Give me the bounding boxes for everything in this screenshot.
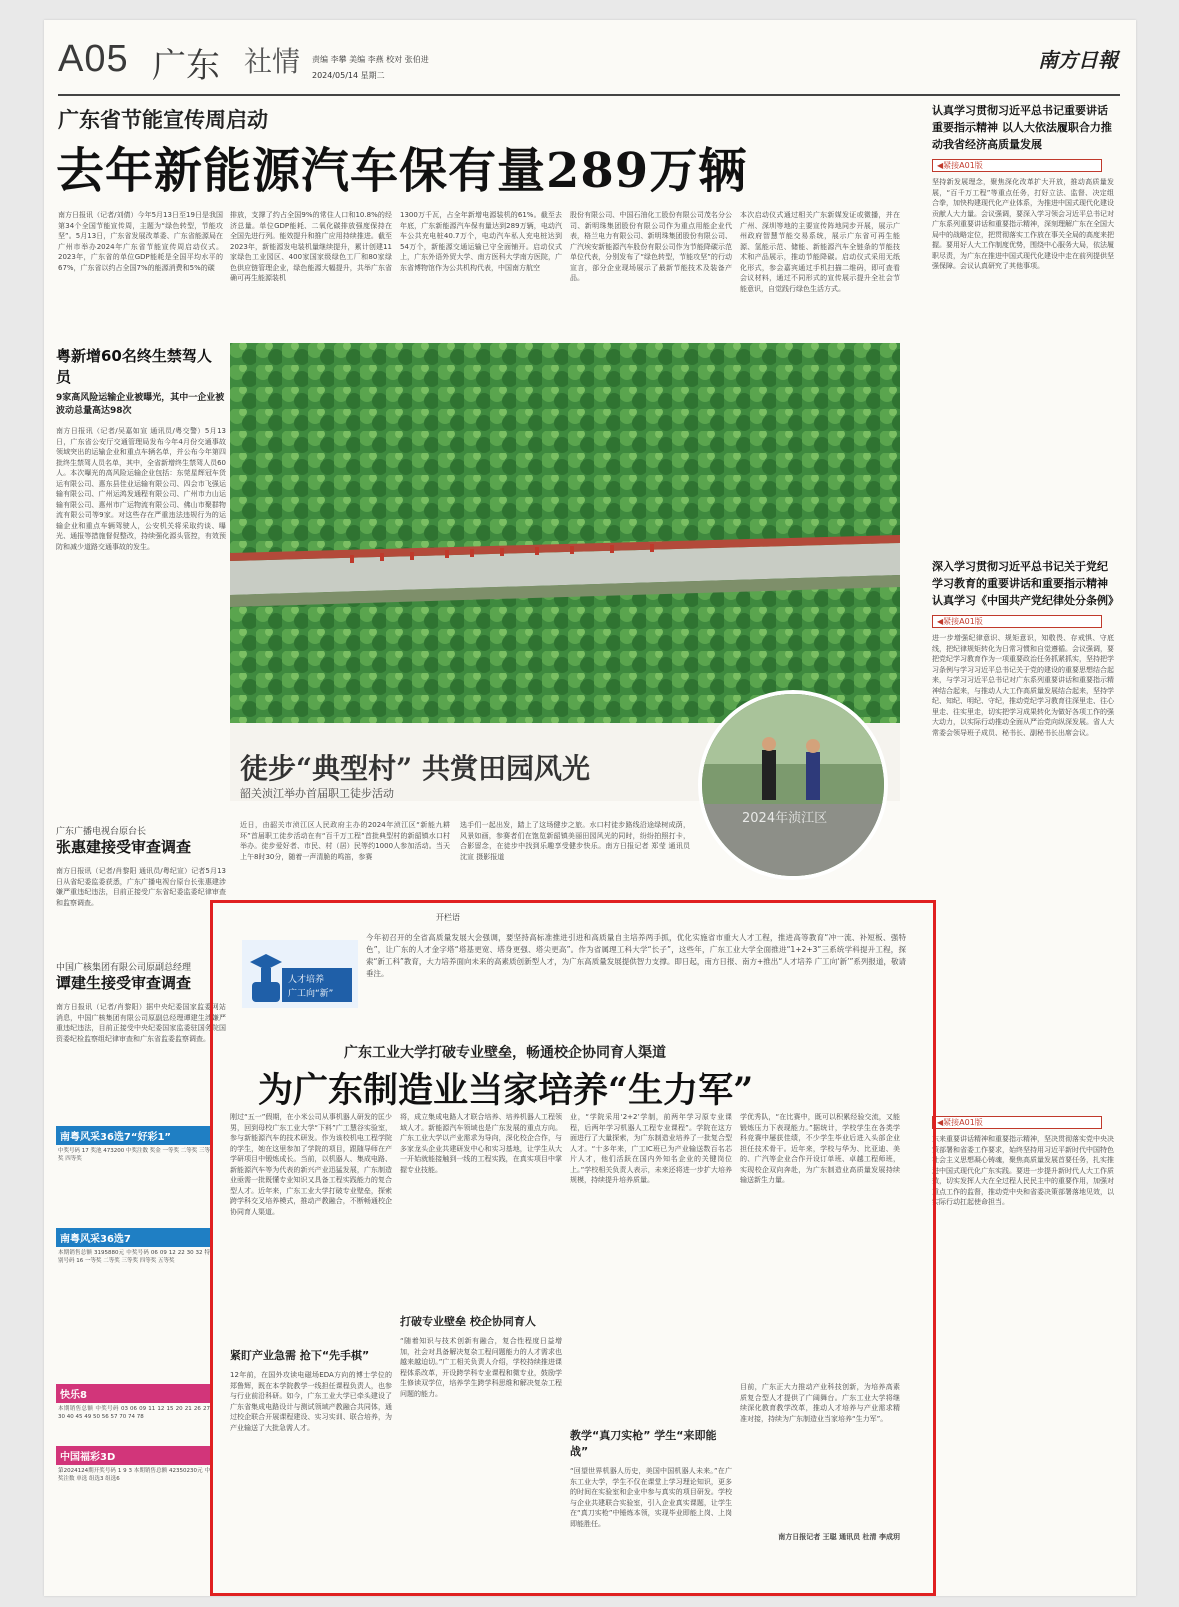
photo-caption-sub: 韶关浈江举办首届职工徒步活动	[240, 787, 394, 800]
feature-col-1b-text: 12年前，在国外攻读电磁场EDA方向的博士学位的郑鲁辉，既在本学院教学一线担任课程负责人，也参与行业前沿科研。如今，广东工业大学已牵头建设了广东省集成电路设计与测试领域产教融合共同体，通过校企联合开展课程建设、实习实训、联合培养，为产业输送了大批急需人才。	[230, 1371, 392, 1432]
feature-col-3	[570, 1112, 732, 1576]
feature-section-1: 紧盯产业急需 抢下“先手棋”	[230, 1349, 370, 1362]
right-story-2-badge: ◀紧接A01版	[932, 615, 1102, 628]
page-number: A05	[58, 38, 129, 80]
feature-col-3-text: 业，“学院采用‘2+2’学制，前两年学习原专业课程，后两年学习机器人工程专业课程”。学院在这方面进行了大量探索，为广东制造业培养了一批复合型人才。“十多年来，广工IC班已为产业输送数百名芯片人才，他们活跃在国内外知名企业的关键岗位上。”学校相关负责人表示，未来还将进一步扩大培养规模，持续提升培养质量。	[570, 1113, 732, 1184]
newspaper-page	[44, 20, 1136, 1596]
right-story-3	[932, 1110, 1114, 1574]
left-story-3	[56, 960, 226, 1086]
right-story-3-badge: ◀紧接A01版	[932, 1116, 1102, 1129]
feature-col-4-text: 学优秀队，“在比赛中，既可以积累经验交流，又能锻炼压力下表现能力。”据统计，学校学生在各类学科竞赛中屡获佳绩，不少学生毕业后进入头部企业担任技术骨干。近年来，学校与华为、比亚迪、美的、广汽等企业合作开设订单班、卓越工程师班，实现校企双向奔赴，为广东制造业高质量发展持续输送新生力量。	[740, 1113, 900, 1184]
left-story-1	[56, 346, 226, 804]
feature-col-3b-text: “回望世界机器人历史，美国中国机器人未来。”在广东工业大学，学生不仅在课堂上学习理论知识，更多的时间在实验室和企业中参与真实的项目研发。学校与企业共建联合实验室，引入企业真实课题，让学生在“真刀实枪”中锤炼本领，实现毕业即能上岗、上岗即能胜任。	[570, 1467, 732, 1528]
feature-col-2b-text: “随着知识与技术创新有融合，复合性程度日益增加，社会对具备解决复杂工程问题能力的人才需求也越来越迫切。”广工相关负责人介绍，学校持续推进课程体系改革，开设跨学科专业课程和微专业，鼓励学生修读双学位，培养学生跨学科思维和解决复杂工程问题的能力。	[400, 1337, 562, 1398]
lottery-1-title: 南粤风采36选7“好彩1”	[56, 1126, 212, 1145]
left-story-3-tag: 中国广核集团有限公司原副总经理	[56, 963, 192, 973]
lead-kicker: 广东省节能宣传周启动	[58, 108, 268, 132]
lottery-table-4	[56, 1446, 212, 1545]
right-story-3-body: 东来重要讲话精神和重要指示精神，坚决贯彻落实党中央决策部署和省委工作要求，始终坚持用习近平新时代中国特色社会主义思想凝心铸魂，聚焦高质量发展首要任务，扎实推进中国式现代化广东实践。要进一步提升新时代人大工作质效，切实发挥人大在全过程人民民主中的重要作用，加强对重点工作的监督，推动党中央和省委决策部署落地见效，以实际行动扛起使命担当。	[932, 1135, 1114, 1206]
feature-section-3: 教学“真刀实枪” 学生“来即能战”	[570, 1429, 717, 1458]
lottery-1-body: 中奖号码 17 奖池 473200 中奖注数 奖金 一等奖 二等奖 三等奖 四等奖	[58, 1148, 210, 1162]
masthead	[58, 38, 1118, 90]
section-name: 广东	[152, 46, 220, 86]
feature-byline: 南方日报记者 王聪 通讯员 杜清 李成玥	[778, 1533, 900, 1541]
lottery-3-title: 快乐8	[56, 1384, 212, 1403]
subsection-name: 社情	[244, 45, 301, 78]
lottery-4-body: 第2024124期开奖号码 1 9 3 本期销售总额 42350230元 中奖注数 单选 组选3 组选6	[58, 1468, 210, 1482]
lead-col-3: 1300万千瓦，占全年新增电源装机的61%。截至去年底，广东新能源汽车保有量达到289万辆，电动汽车公共充电桩40.7万个，电动汽车私人充电桩达到54万个，新能源交通运输已守全面铺开。启动仪式上，广东外语外贸大学、南方医科大学南方医院，广东省博物馆作为公共机构代表，中国南方航空	[400, 211, 562, 272]
lottery-table-2	[56, 1228, 212, 1387]
right-story-1-body: 坚持新发展理念，聚焦深化改革扩大开放，推动高质量发展，“百千万工程”等重点任务，打好立法、监督、决定组合拳，加快构建现代化产业体系，为推进中国式现代化建设贡献人大力量。会议强调，要深入学习领会习近平总书记对广东系列重要讲话和重要指示精神，深刻理解广东在全国大局中的战略定位，把贯彻落实工作放在事关全局的高度来把握。要用好人大工作制度优势，围绕中心服务大局，依法履职尽责，为广东在推进中国式现代化建设中走在前列提供坚强保障。会议认真研究了其他事项。	[932, 178, 1114, 270]
left-story-2	[56, 824, 226, 932]
feature-col-1-text: 刚过“五一”假期，在小米公司从事机器人研发的匡少男，回到母校广东工业大学“下料”广工慧谷实验室，参与新能源汽车的技术研发。作为该校机电工程学院的学生，她在这里参加了学院的项目，跟随导师在产学研项目中锻炼成长。当前，以机器人、集成电路、新能源汽车等为代表的新兴产业迅猛发展，广东制造业亟需一批既懂专业知识又具备工程实践能力的复合型人才。近年来，广东工业大学打破专业壁垒，探索跨学科交叉培养模式，推动产教融合，不断畅通校企协同育人渠道。	[230, 1113, 392, 1216]
feature-section-2: 打破专业壁垒 校企协同育人	[400, 1315, 536, 1328]
masthead-rule	[58, 94, 1120, 96]
left-story-3-head: 谭建生接受审查调查	[56, 974, 192, 992]
left-story-3-body: 南方日报讯（记者/肖黎阳）据中央纪委国家监委网站消息，中国广核集团有限公司原副总经理谭建生涉嫌严重违纪违法，目前正接受中央纪委国家监委驻国务院国资委纪检监察组纪律审查和广东省监委监察调查。	[56, 1003, 226, 1043]
photo-caption-title: 徒步“典型村” 共赏田园风光	[240, 752, 590, 785]
left-story-1-head: 粤新增60名终生禁驾人员	[56, 347, 212, 386]
photo-body-2: 选手们一起出发，踏上了这场健步之旅。水口村徒步路线沿途绿树成荫，风景如画，参赛者们在饱览新韶镇美丽田园风光的同时，纷纷拍照打卡，合影留念，在徒步中找到乐趣享受健步快乐。南方日报记者 郑莹 通讯员 沈宣 摄影报道	[460, 821, 690, 861]
lead-headline: 去年新能源汽车保有量289万辆	[56, 143, 748, 199]
newspaper-logo: 南方日報	[1038, 48, 1118, 72]
lottery-table-1	[56, 1126, 212, 1223]
editor-credits: 责编 李攀 美编 李燕 校对 张伯进	[312, 55, 429, 64]
inset-text: 2024年浈江区	[742, 811, 828, 826]
talent-cultivation-icon	[242, 940, 358, 1008]
right-story-1	[932, 102, 1114, 517]
lead-col-4: 股份有限公司、中国石油化工股份有限公司茂名分公司、新明珠集团股份有限公司作为重点用能企业代表，格兰电力有限公司、新明珠集团股份有限公司、广汽埃安新能源汽车股份有限公司作为节能降碳示范单位代表，分别发布了“绿色转型，节能攻坚”的行动宣言，部分企业现场展示了最新节能技术及装备产品。	[570, 211, 732, 282]
right-story-2	[932, 558, 1119, 1073]
feature-col-4	[740, 1112, 900, 1543]
right-story-1-head: 认真学习贯彻习近平总书记重要讲话重要指示精神 以人大依法履职合力推动我省经济高质量发展	[932, 104, 1112, 151]
right-story-1-badge: ◀紧接A01版	[932, 159, 1102, 172]
feature-col-1	[230, 1112, 392, 1520]
lottery-3-body: 本期销售总额 中奖号码 03 06 09 11 12 15 20 21 26 27 30 40 45 49 50 56 57 70 74 78	[58, 1406, 210, 1420]
photo-body-1: 近日，由韶关市浈江区人民政府主办的2024年浈江区“新能九耕环”首届职工徒步活动在有“百千万工程”首批典型村的新韶镇水口村举办。徒步爱好者、市民、村（居）民等约1000人参加活动。当天上午8时30分，随着一声清脆的鸣笛，参赛	[240, 821, 450, 861]
feature-tag: 开栏语	[436, 913, 460, 922]
lottery-4-title: 中国福彩3D	[56, 1446, 212, 1465]
lottery-table-3	[56, 1384, 212, 1447]
feature-subhead: 广东工业大学打破专业壁垒，畅通校企协同育人渠道	[344, 1045, 666, 1061]
feature-headline: 为广东制造业当家培养“生力军”	[258, 1070, 754, 1111]
lead-col-2: 排放，支撑了约占全国9%的常住人口和10.8%的经济总量。单位GDP能耗、二氧化碳排放强度保持在全国先进行列。能效提升和推广应用持续推进。截至2023年，新能源发电装机量继续提升，累计创建11家绿色工业园区、400家国家级绿色工厂和80家绿色供应链管理企业，绿色能源大幅提升，共举广东省确可再生能源装机	[230, 211, 392, 282]
feature-intro: 今年初召开的全省高质量发展大会强调，要坚持高标准推进引进和高质量自主培养两手抓，优化实施省市重大人才工程，推进高等教育“冲一流、补短板、强特色”，让广东的人才金字塔“塔基更宽、塔身更强、塔尖更高”。作为省属理工科大学“长子”，这些年，广东工业大学全面推进“1+2+3”三系统学科提升工程，探索“新工科”教育，大力培养面向未来的高素质创新型人才，为广东高质量发展提供智力支撑。即日起，南方日报、南方+推出“人才培养 广工向‘新’”系列报道，敬请垂注。	[366, 933, 906, 978]
feature-col-2-text: 将，成立集成电路人才联合培养、培养机器人工程领域人才。新能源汽车领域也是广东发展的重点方向。广东工业大学以产业需求为导向，深化校企合作，与多家龙头企业共建研发中心和实习基地，让学生从大一开始就能接触到一线的工程实践，在真实项目中掌握专业技能。	[400, 1113, 562, 1174]
issue-date: 2024/05/14 星期二	[312, 71, 385, 80]
right-story-2-head: 深入学习贯彻习近平总书记关于党纪学习教育的重要讲话和重要指示精神 认真学习《中国共产党纪律处分条例》	[932, 560, 1119, 607]
icon-label-1: 人才培养	[288, 975, 325, 985]
left-story-2-body: 南方日报讯（记者/肖黎阳 通讯员/粤纪宣）记者5月13日从省纪委监委获悉，广东广播电视台原台长张惠建涉嫌严重违纪违法，目前正接受广东省纪委监委纪律审查和监察调查。	[56, 867, 226, 907]
lead-col-1: 南方日报讯（记者/刘倩）今年5月13日至19日是我国第34个全国节能宣传周，主题为“绿色转型，节能攻坚”。5月13日，广东省发展改革委、广东省能源局在广州市举办2024年广东省节能宣传周启动仪式。2023年，广东省的单位GDP能耗是全国平均水平的67%，广东省以约占全国7%的能源消费和5%的碳	[58, 211, 223, 272]
left-story-1-sub: 9家高风险运输企业被曝光，其中一企业被波动总量高达98次	[56, 393, 225, 416]
left-story-2-head: 张惠建接受审查调查	[56, 838, 192, 856]
right-story-2-body: 进一步增强纪律意识、规矩意识，知敬畏、存戒惧、守底线，把纪律规矩转化为日常习惯和自觉遵循。会议强调，要把党纪学习教育作为一项重要政治任务抓紧抓实，坚持把学习条例与学习习近平总书记关于党的建设的重要思想结合起来，与学习习近平总书记对广东系列重要讲话和重要指示精神结合起来，与推动人大工作高质量发展结合起来，坚持学纪、知纪、明纪、守纪，推动党纪学习教育往深里走、往心里走、往实里走，切实把学习成果转化为做好各项工作的强大动力，以实际行动推动全面从严治党向纵深发展。省人大常委会领导班子成员、秘书长、副秘书长出席会议。	[932, 634, 1114, 737]
left-story-2-tag: 广东广播电视台原台长	[56, 827, 147, 837]
icon-label-2: 广工向“新”	[288, 989, 334, 999]
lead-col-5: 本次启动仪式通过相关广东新媒发证或微播，并在广州、深圳等地的主要宣传阵地同步开展，展示广州政府智慧节能交易系统，展示广东省可再生能源、氢能示范、储能、新能源汽车全链条的节能技术和产品展示，推动节能降碳。启动仪式采用无纸化形式，参会嘉宾通过手机扫描二维码，即可查看会议材料，通过不同形式的宣传展示提升全社会节能意识，自觉践行绿色生活方式。	[740, 211, 900, 293]
feature-col-4b-text: 目前，广东正大力推动产业科技创新，为培养高素质复合型人才提供了广阔舞台。广东工业大学将继续深化教育教学改革，推动人才培养与产业需求精准对接，持续为广东制造业当家培养“生力军”。	[740, 1383, 900, 1423]
left-story-1-body: 南方日报讯（记者/吴嘉如宣 通讯员/粤交警）5月13日，广东省公安厅交通管理局发布今年4月份交通事故领域突出的运输企业和重点车辆名单，并公布今年第四批终生禁驾人员名单，其中，全省新增终生禁驾人员60人。本次曝光的高风险运输企业包括：东莞星辉冠车货运有限公司、惠东县佳业运输有限公司、四会市飞强运输有限公司、广州运鸿发通程有限公司、广州市力山运输有限公司、惠州市广运物流有限公司、佛山市聚群物流有限公司等9家。对这些存在严重违法违规行为的运输企业和重点车辆驾驶人，公安机关将采取约谈、曝光、通报等措施督促整改，持续强化源头管控，有效预防和减少道路交通事故的发生。	[56, 427, 226, 551]
feature-col-2	[400, 1112, 562, 1546]
lottery-2-title: 南粤风采36选7	[56, 1228, 212, 1247]
inset-runners-photo	[698, 690, 888, 880]
lottery-2-body: 本期销售总额 3195880元 中奖号码 06 09 12 22 30 32 特别号码 16 一等奖 二等奖 三等奖 四等奖 五等奖	[58, 1250, 210, 1264]
